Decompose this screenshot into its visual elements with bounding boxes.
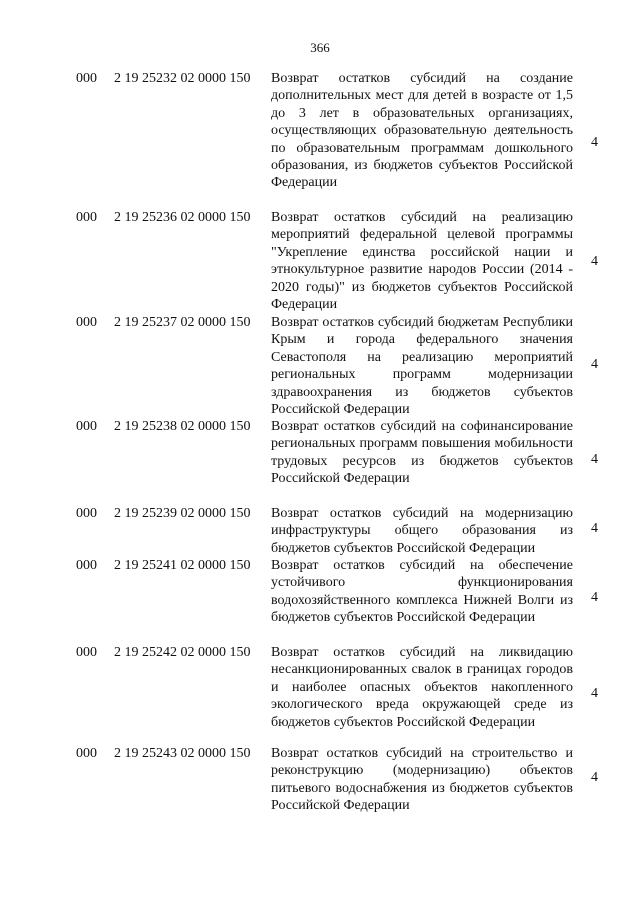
admin-code: 000 xyxy=(76,645,97,660)
budget-code: 2 19 25237 02 0000 150 xyxy=(114,315,251,330)
revenue-name: Возврат остатков субсидий на ликвидацию несанкционированных свалок в границах городов и наиболее опасных объектов накопленного экологического вреда окружающей среде из бюджетов субъектов Российской Федерации xyxy=(271,645,573,730)
row-number: 4 xyxy=(591,686,598,701)
row-number: 4 xyxy=(591,521,598,536)
row-number: 4 xyxy=(591,770,598,785)
revenue-name: Возврат остатков субсидий на софинансирование региональных программ повышения мобильности трудовых ресурсов из бюджетов субъектов Российской Федерации xyxy=(271,419,573,487)
budget-code: 2 19 25239 02 0000 150 xyxy=(114,506,251,521)
row-number: 4 xyxy=(591,135,598,150)
row-number: 4 xyxy=(591,254,598,269)
admin-code: 000 xyxy=(76,315,97,330)
budget-code: 2 19 25236 02 0000 150 xyxy=(114,210,251,225)
budget-code: 2 19 25232 02 0000 150 xyxy=(114,71,251,86)
row-number: 4 xyxy=(591,452,598,467)
admin-code: 000 xyxy=(76,419,97,434)
revenue-name: Возврат остатков субсидий на модернизацию инфраструктуры общего образования из бюджетов субъектов Российской Федерации xyxy=(271,506,573,556)
revenue-name: Возврат остатков субсидий на строительство и реконструкцию (модернизацию) объектов питьевого водоснабжения из бюджетов субъектов Российской Федерации xyxy=(271,746,573,814)
admin-code: 000 xyxy=(76,71,97,86)
admin-code: 000 xyxy=(76,506,97,521)
budget-code: 2 19 25238 02 0000 150 xyxy=(114,419,251,434)
row-number: 4 xyxy=(591,357,598,372)
budget-code: 2 19 25243 02 0000 150 xyxy=(114,746,251,761)
page-number: 366 xyxy=(310,40,330,55)
revenue-name: Возврат остатков субсидий бюджетам Республики Крым и города федерального значения Севастополя на реализацию мероприятий региональных программ модернизации здравоохранения из бюджетов субъектов Российской Федерации xyxy=(271,315,573,418)
admin-code: 000 xyxy=(76,558,97,573)
budget-code: 2 19 25242 02 0000 150 xyxy=(114,645,251,660)
admin-code: 000 xyxy=(76,210,97,225)
revenue-name: Возврат остатков субсидий на обеспечение устойчивого функционирования водохозяйственного комплекса Нижней Волги из бюджетов субъектов Российской Федерации xyxy=(271,558,573,626)
budget-code: 2 19 25241 02 0000 150 xyxy=(114,558,251,573)
revenue-name: Возврат остатков субсидий на реализацию мероприятий федеральной целевой программы "Укрепление единства российской нации и этнокультурное развитие народов России (2014 - 2020 годы)" из бюджетов субъектов Российской Федерации xyxy=(271,210,573,313)
admin-code: 000 xyxy=(76,746,97,761)
row-number: 4 xyxy=(591,590,598,605)
revenue-name: Возврат остатков субсидий на создание дополнительных мест для детей в возрасте от 1,5 до 3 лет в образовательных организациях, осуществляющих образовательную деятельность по образовательным программам дошкольного образования, из бюджетов субъектов Российской Федерации xyxy=(271,71,573,191)
